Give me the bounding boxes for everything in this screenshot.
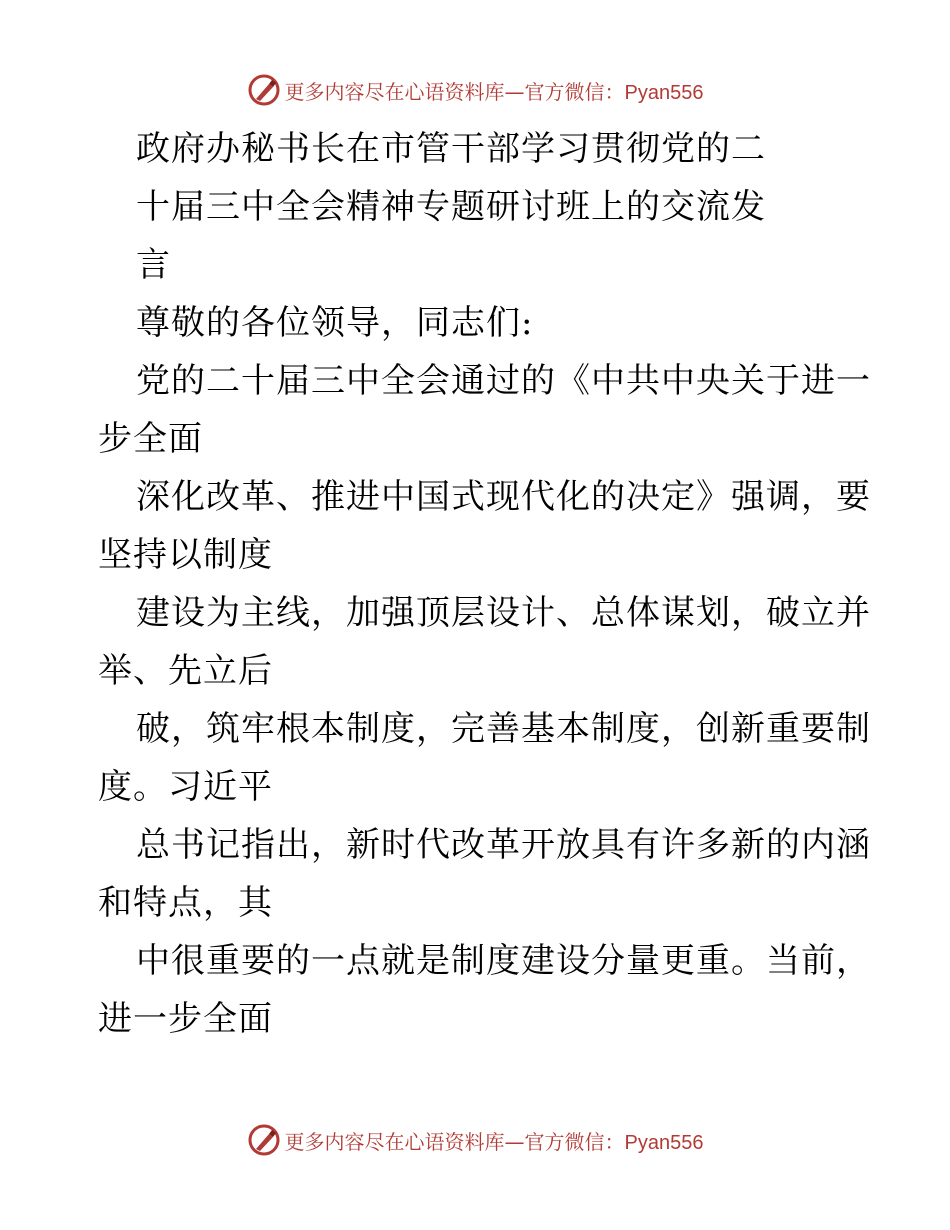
document-title-line-1: 政府办秘书长在市管干部学习贯彻党的二: [136, 129, 766, 169]
paragraph-line: 深化改革、推进中国式现代化的决定》强调，要: [136, 477, 871, 517]
paragraph-line: 度。习近平: [98, 767, 273, 807]
pen-circle-logo-icon: [247, 73, 281, 107]
footer-banner: [0, 1120, 950, 1160]
banner-text: [285, 1126, 704, 1155]
salutation: 尊敬的各位领导，同志们:: [136, 303, 534, 343]
banner-text-cn: 更多内容尽在心语资料库—官方微信：: [284, 79, 625, 104]
paragraph-line: 和特点，其: [98, 883, 273, 923]
banner-wechat-id: Pyan556: [624, 1131, 704, 1154]
pen-circle-logo-icon: [247, 1123, 281, 1157]
paragraph-line: 步全面: [98, 419, 203, 459]
document-title-line-2: 十届三中全会精神专题研讨班上的交流发: [136, 187, 766, 227]
paragraph-line: 破，筑牢根本制度，完善基本制度，创新重要制: [136, 709, 871, 749]
document-title-line-3: 言: [136, 245, 171, 285]
paragraph-line: 建设为主线，加强顶层设计、总体谋划，破立并: [136, 593, 871, 633]
paragraph-line: 中很重要的一点就是制度建设分量更重。当前，: [136, 941, 871, 981]
banner-text-cn: 更多内容尽在心语资料库—官方微信：: [284, 1129, 625, 1154]
paragraph-line: 举、先立后: [98, 651, 273, 691]
banner-wechat-id: Pyan556: [624, 81, 704, 104]
paragraph-line: 总书记指出，新时代改革开放具有许多新的内涵: [136, 825, 871, 865]
document-body: [98, 120, 871, 1048]
paragraph-line: 进一步全面: [98, 999, 273, 1039]
paragraph-line: 党的二十届三中全会通过的《中共中央关于进一: [136, 361, 871, 401]
banner-text: [285, 76, 704, 105]
header-banner: [0, 70, 950, 110]
body-paragraph: [98, 352, 871, 1048]
paragraph-line: 坚持以制度: [98, 535, 273, 575]
